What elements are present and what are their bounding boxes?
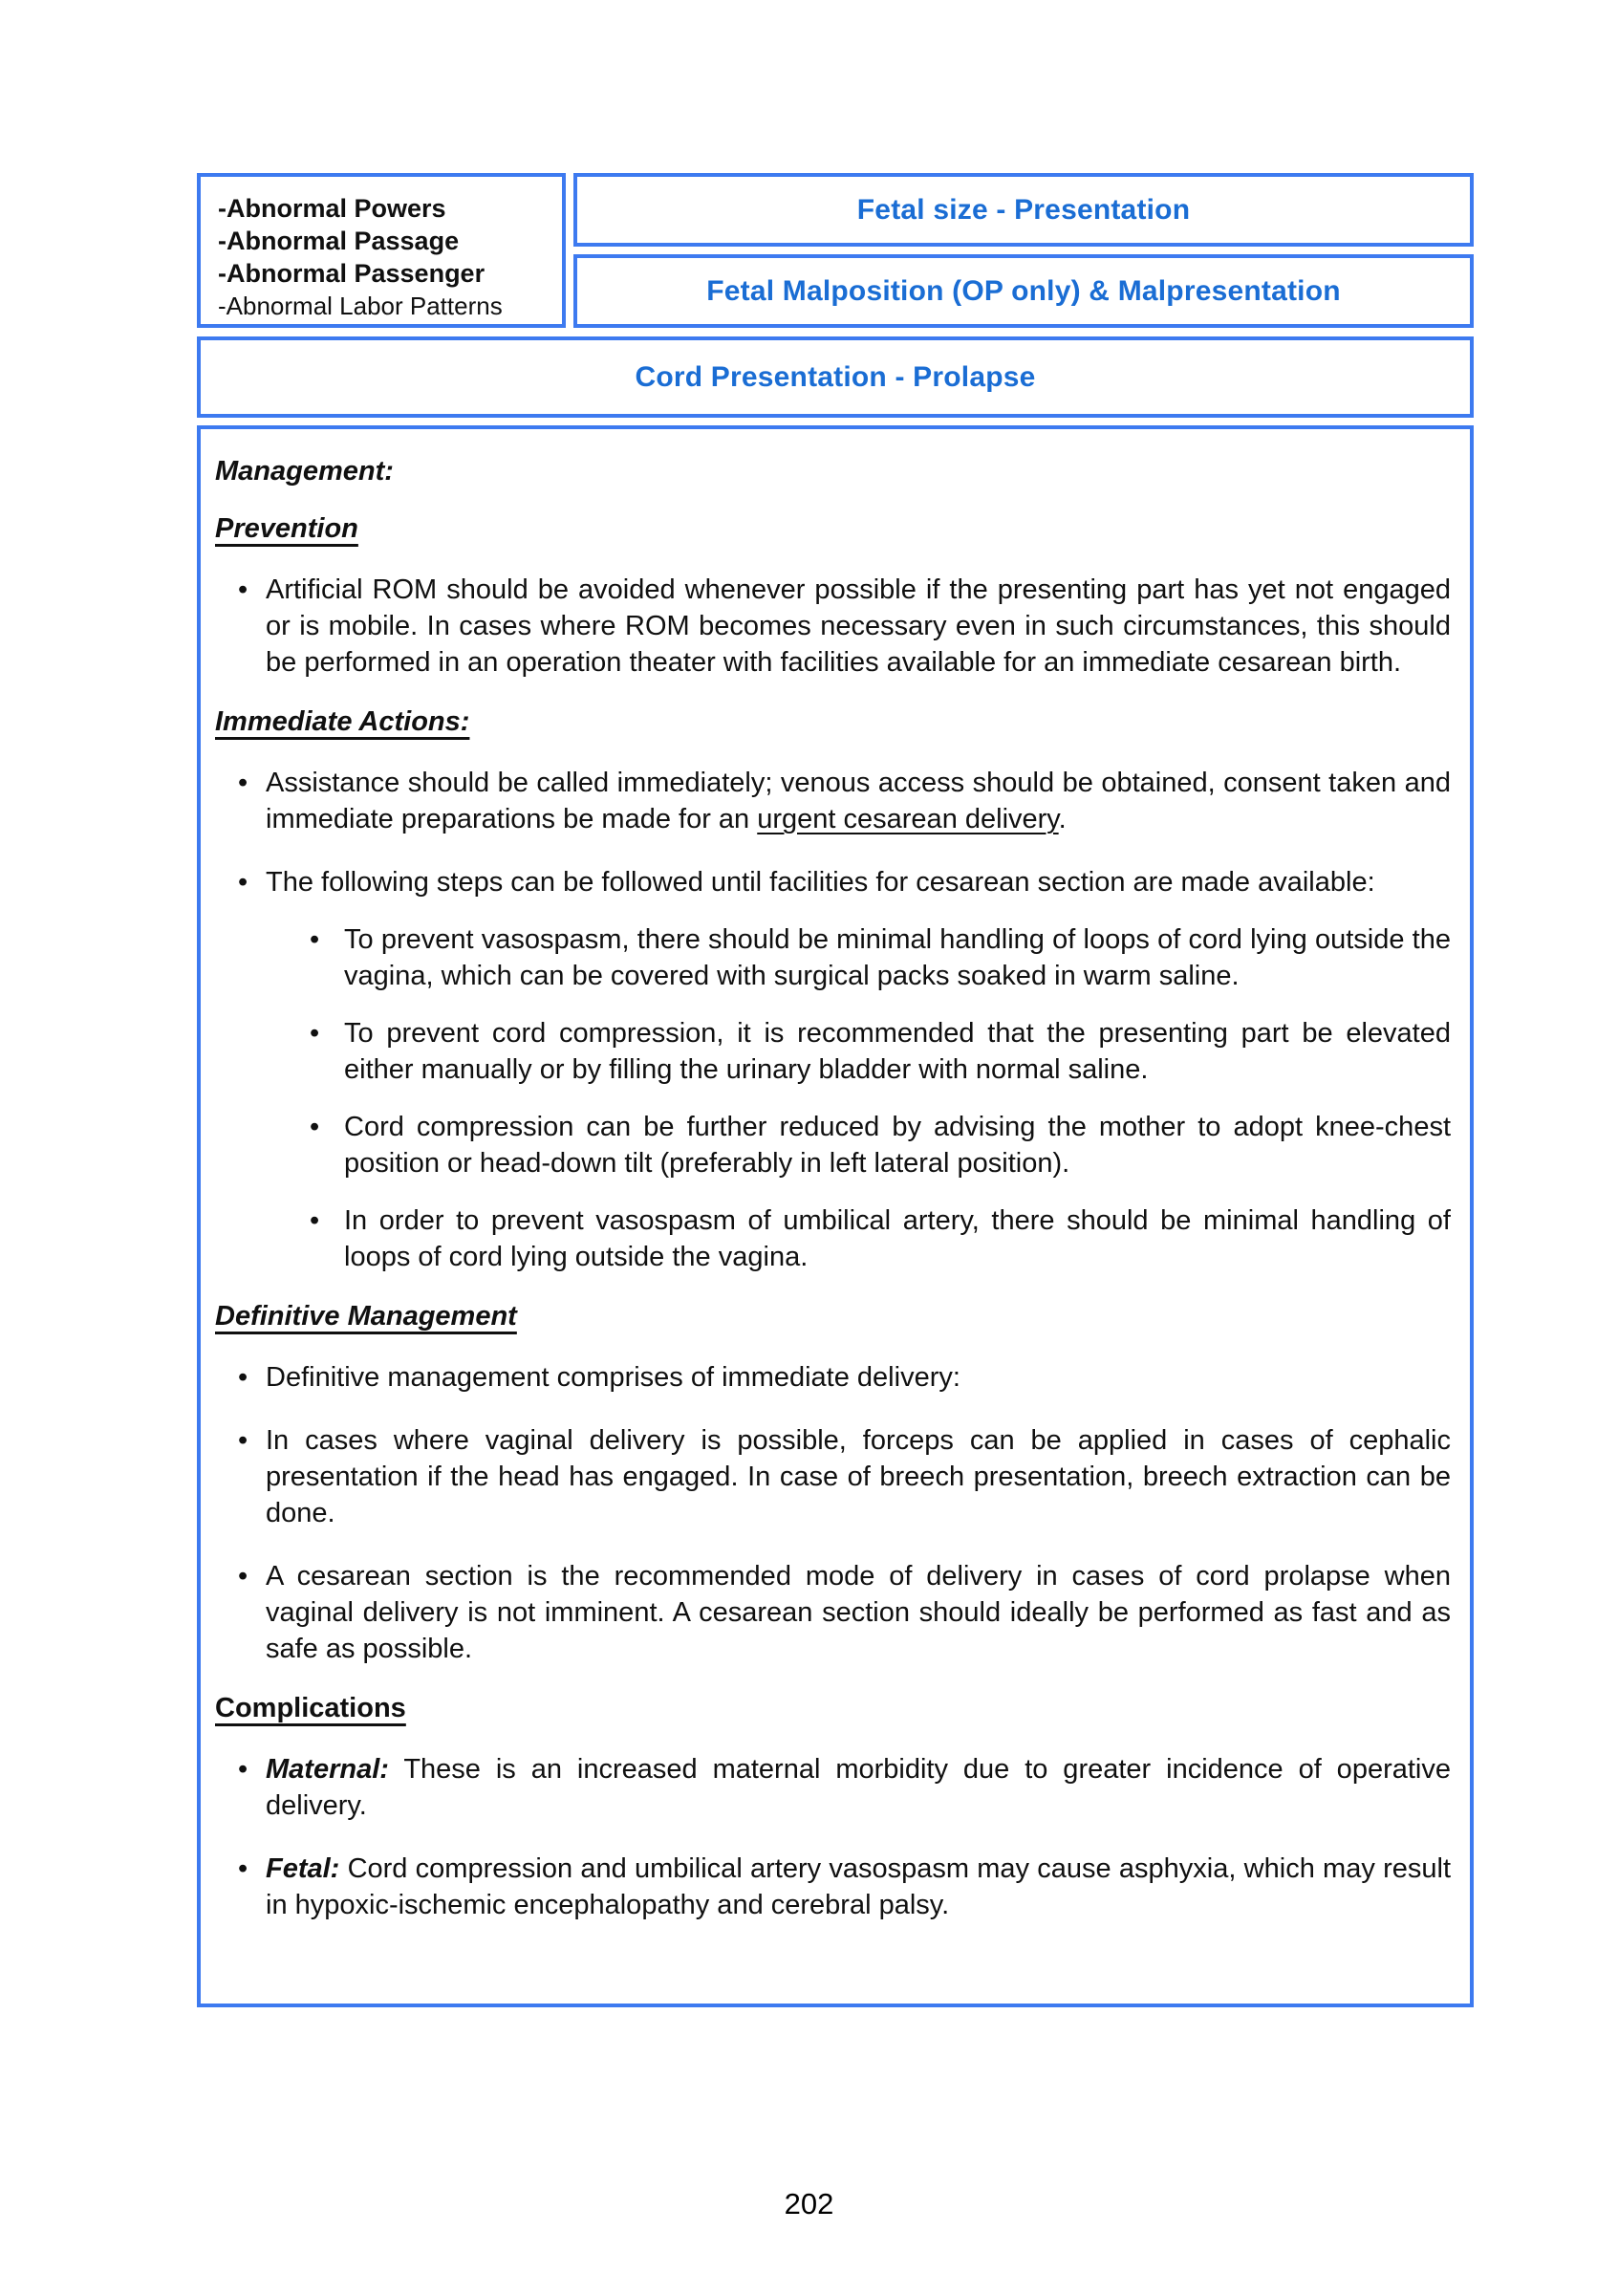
maternal-lead: Maternal: (266, 1754, 389, 1785)
prevention-bullet: • Artificial ROM should be avoided whenever possible if the presenting part has yet not engaged or is mobile. In cases where ROM becomes necessary even in such circumstances, this should be performed in an operation theater with facilities available for an immediate cesarean birth. (215, 572, 1451, 681)
urgent-cesarean-underlined: urgent cesarean delivery (757, 804, 1059, 834)
header-subtopic-cell (573, 254, 1474, 328)
assistance-text-post: . (1058, 804, 1067, 834)
sub-bullet-cord-compression: • To prevent cord compression, it is recommended that the presenting part be elevated either manually or by filling the urinary bladder with normal saline. (215, 1015, 1451, 1088)
immediate-actions-heading: Immediate Actions: (215, 706, 470, 737)
topic-title: Fetal size - Presentation (856, 193, 1191, 226)
management-heading: Management: (215, 456, 394, 487)
complications-heading: Complications (215, 1693, 406, 1723)
complications-bullet-maternal (215, 1751, 1451, 1824)
abnormal-passage-label: -Abnormal Passage (218, 227, 460, 255)
abnormal-passenger-label: -Abnormal Passenger (218, 259, 485, 288)
assistance-text-pre: Assistance should be called immediately; venous access should be obtained, consent taken and immediate preparations be made for an (266, 768, 1451, 834)
immediate-bullet-assistance (215, 765, 1451, 837)
sub-bullet-umbilical-artery: • In order to prevent vasospasm of umbilical artery, there should be minimal handling of loops of cord lying outside the vagina. (215, 1202, 1451, 1275)
page-number: 202 (784, 2187, 834, 2220)
sub-bullet-knee-chest: • Cord compression can be further reduced by advising the mother to adopt knee-chest position or head-down tilt (preferably in left lateral position). (215, 1109, 1451, 1181)
maternal-text: These is an increased maternal morbidity due to greater incidence of operative delivery. (266, 1754, 1451, 1821)
definitive-bullet-vaginal-delivery: • In cases where vaginal delivery is possible, forceps can be applied in cases of cephalic presentation if the head has engaged. In case of breech presentation, breech extraction can be done. (215, 1422, 1451, 1531)
immediate-bullet-steps: • The following steps can be followed until facilities for cesarean section are made available: (215, 864, 1451, 900)
definitive-bullet-immediate-delivery: • Definitive management comprises of immediate delivery: (215, 1359, 1451, 1396)
prevention-heading: Prevention (215, 513, 358, 544)
section-title: Cord Presentation - Prolapse (635, 360, 1036, 393)
abnormal-powers-label: -Abnormal Powers (218, 194, 446, 223)
complications-bullet-fetal (215, 1851, 1451, 1923)
abnormal-labor-patterns-label: -Abnormal Labor Patterns (218, 292, 503, 320)
header-abnormal-cell (197, 173, 566, 328)
header-topic-cell (573, 173, 1474, 247)
fetal-text: Cord compression and umbilical artery vasospasm may cause asphyxia, which may result in hypoxic-ischemic encephalopathy and cerebral palsy. (266, 1853, 1451, 1920)
sub-bullet-vasospasm: • To prevent vasospasm, there should be minimal handling of loops of cord lying outside the vagina, which can be covered with surgical packs soaked in warm saline. (215, 921, 1451, 994)
section-title-bar (197, 336, 1474, 418)
definitive-bullet-cesarean: • A cesarean section is the recommended mode of delivery in cases of cord prolapse when vaginal delivery is not imminent. A cesarean section should ideally be performed as fast and as safe as possible. (215, 1558, 1451, 1667)
subtopic-title: Fetal Malposition (OP only) & Malpresentation (706, 274, 1341, 307)
fetal-lead: Fetal: (266, 1853, 340, 1884)
content-box (197, 425, 1474, 2007)
definitive-management-heading: Definitive Management (215, 1301, 517, 1332)
